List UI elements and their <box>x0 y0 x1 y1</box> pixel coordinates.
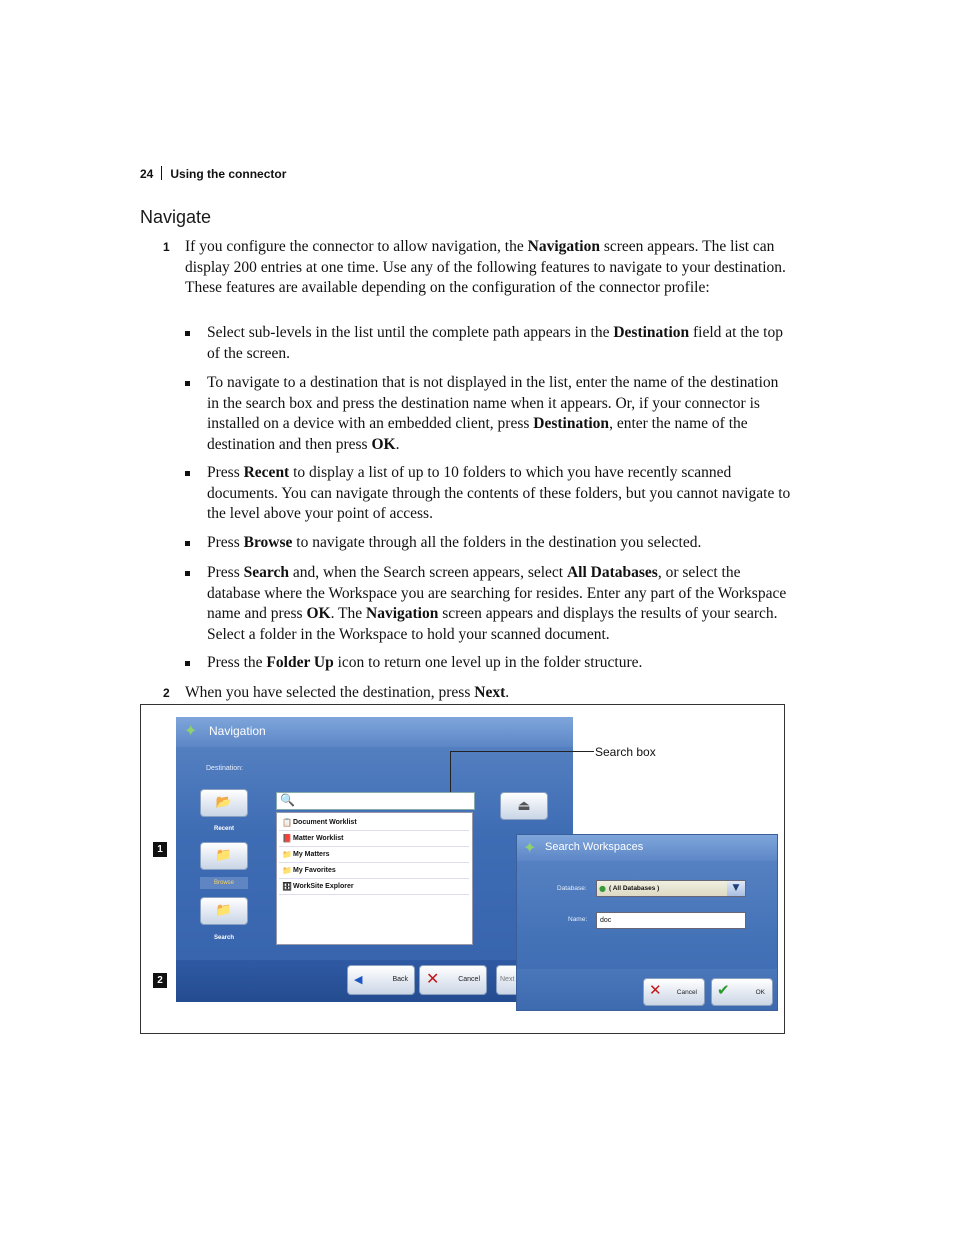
name-label: Name: <box>568 916 588 923</box>
bullet-marker <box>185 541 190 546</box>
bullet-text: to display a list of up to 10 folders to which you have recently scanned documents. You can navigate through the contents of these folders, but you cannot navigate to the level above your point of access. <box>207 464 791 522</box>
step-bold: Navigation <box>527 238 600 255</box>
callout-line-horizontal <box>450 751 594 752</box>
ok-label: OK <box>755 989 765 996</box>
destination-list <box>276 812 473 945</box>
bullet-text: . The <box>330 605 367 622</box>
header-divider <box>161 166 162 180</box>
list-item-label: WorkSite Explorer <box>293 883 354 890</box>
section-heading: Navigate <box>140 207 212 227</box>
matters-icon: 📁 <box>282 850 292 859</box>
recent-folder-icon: 📂 <box>215 795 233 810</box>
bullet-text: Press <box>207 564 244 581</box>
bullet-bold: Search <box>243 564 289 581</box>
step-bold: Next <box>474 684 506 701</box>
bullet-bold: Folder Up <box>266 654 334 671</box>
cancel-label: Cancel <box>458 976 480 983</box>
navigation-titlebar <box>176 717 573 747</box>
navigation-title: Navigation <box>209 724 266 738</box>
app-arrow-icon: ✦ <box>184 721 198 740</box>
recent-button[interactable] <box>200 789 248 817</box>
bullet-item <box>207 463 792 525</box>
search-label: Search <box>213 935 234 941</box>
list-item-label: My Favorites <box>293 867 336 874</box>
step-number: 2 <box>163 686 170 700</box>
chevron-down-icon[interactable]: ▼ <box>727 881 745 896</box>
callout-search-box: Search box <box>595 745 656 759</box>
bullet-marker <box>185 571 190 576</box>
bullet-item <box>207 373 792 455</box>
magnifier-icon: 🔍 <box>280 793 295 807</box>
browse-label[interactable]: Browse <box>200 877 248 889</box>
bullet-text: and, when the Search screen appears, select <box>288 564 567 581</box>
bullet-text: Select sub-levels in the list until the complete path appears in the <box>207 324 614 341</box>
dialog-cancel-button[interactable] <box>643 978 705 1006</box>
bullet-bold: Navigation <box>366 605 439 622</box>
bullet-bold: OK <box>306 605 331 622</box>
bullet-item <box>207 653 792 674</box>
back-label: Back <box>392 976 408 983</box>
step-text: When you have selected the destination, press <box>185 684 475 701</box>
bullet-item <box>207 323 792 364</box>
bullet-text: Press <box>207 464 244 481</box>
bullet-text: field at the top of the screen. <box>207 324 783 362</box>
bullet-bold: Recent <box>243 464 290 481</box>
dialog-cancel-label: Cancel <box>676 989 697 996</box>
bullet-text: , or select the database where the Workspace you are searching for resides. Enter any part of the Workspace name and press <box>207 564 787 622</box>
cancel-button[interactable] <box>419 965 487 995</box>
bullet-bold: All Databases <box>566 564 658 581</box>
database-label: Database: <box>557 885 587 892</box>
bullet-text: screen appears and displays the results of your search. Select a folder in the Workspace to hold your scanned document. <box>207 605 778 643</box>
figure-marker-1: 1 <box>153 842 167 857</box>
bullet-marker <box>185 381 190 386</box>
bullet-text: , enter the name of the destination and then press <box>207 415 748 453</box>
bullet-text: Press <box>207 534 244 551</box>
destination-label: Destination: <box>206 765 243 772</box>
bullet-marker <box>185 331 190 336</box>
running-header <box>140 166 286 181</box>
bullet-bold: Browse <box>243 534 293 551</box>
page-number: 24 <box>140 167 154 181</box>
step-number: 1 <box>163 240 170 254</box>
bullet-marker <box>185 471 190 476</box>
explorer-icon: 🗄 <box>282 882 293 891</box>
matter-icon: 📕 <box>282 834 292 843</box>
search-workspaces-titlebar <box>517 835 778 861</box>
step-2 <box>163 683 790 704</box>
list-item[interactable] <box>279 847 469 863</box>
database-select[interactable] <box>596 880 746 897</box>
bullet-item <box>207 533 792 554</box>
back-arrow-icon: ◀ <box>354 973 363 986</box>
name-input[interactable]: doc <box>596 912 746 929</box>
bullet-text: Press the <box>207 654 267 671</box>
search-button[interactable] <box>200 897 248 925</box>
ok-button[interactable] <box>711 978 773 1006</box>
list-item-label: Matter Worklist <box>293 835 344 842</box>
worklist-icon: 📋 <box>282 818 292 827</box>
search-workspaces-title: Search Workspaces <box>545 841 644 853</box>
folder-up-button[interactable] <box>500 792 548 820</box>
navigation-screen <box>176 717 573 1002</box>
list-item[interactable] <box>279 863 469 879</box>
folder-up-icon: ⏏ <box>517 798 531 814</box>
bullet-text: to navigate through all the folders in the destination you selected. <box>292 534 702 551</box>
back-button[interactable] <box>347 965 415 995</box>
list-item[interactable] <box>279 815 469 831</box>
step-1 <box>163 237 790 299</box>
bullet-item <box>207 563 792 645</box>
browse-button[interactable] <box>200 842 248 870</box>
database-icon: ● <box>599 884 606 893</box>
bullet-marker <box>185 661 190 666</box>
list-item[interactable] <box>279 831 469 847</box>
bullet-bold: OK <box>371 435 396 453</box>
list-item-label: Document Worklist <box>293 819 357 826</box>
search-workspaces-dialog <box>516 834 778 1011</box>
database-value: ( All Databases ) <box>609 885 660 892</box>
search-folder-icon: 📁 <box>215 903 233 918</box>
bullet-bold: Destination <box>533 415 610 432</box>
list-item-label: My Matters <box>293 851 330 858</box>
bullet-bold: Destination <box>613 324 690 341</box>
step-text: If you configure the connector to allow navigation, the <box>185 238 528 255</box>
recent-label: Recent <box>213 826 234 832</box>
browse-folder-icon: 📁 <box>215 848 233 863</box>
list-item[interactable] <box>279 879 469 895</box>
bullet-text: icon to return one level up in the folder structure. <box>333 654 643 671</box>
cancel-x-icon: ✕ <box>649 981 662 999</box>
step-text: screen appears. The list can display 200 entries at one time. Use any of the following features to navigate to your destination. These features are available depending on the configuration of the connector profile: <box>185 238 786 296</box>
callout-line-vertical <box>450 751 451 792</box>
bullet-text: To navigate to a destination that is not displayed in the list, enter the name of the destination in the search box and press the destination name when it appears. Or, if your connector is installed on a device with an embedded client, press <box>207 374 779 432</box>
section-title: Using the connector <box>170 167 287 181</box>
app-arrow-icon: ✦ <box>523 838 537 857</box>
favorites-icon: 📁 <box>282 866 292 875</box>
search-input[interactable] <box>276 792 475 810</box>
checkmark-icon: ✔ <box>717 981 730 999</box>
next-label: Next <box>500 976 515 983</box>
bullet-text: . <box>395 435 400 453</box>
step-text: . <box>505 684 510 701</box>
cancel-x-icon: ✕ <box>426 969 440 988</box>
figure-marker-2: 2 <box>153 973 167 988</box>
